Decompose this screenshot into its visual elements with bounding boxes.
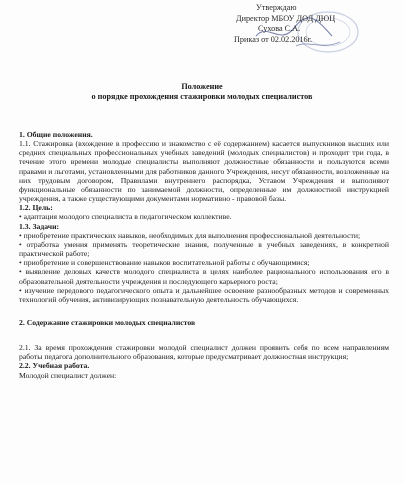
approval-order: Приказ от 02.02.2016г. — [234, 34, 313, 44]
section-2-heading: 2. Содержание стажировки молодых специалистов — [19, 317, 196, 327]
tasks-heading: 1.3. Задачи: — [19, 221, 60, 231]
document-body — [19, 130, 389, 380]
task-item: • изучение передового педагогического опыта и дальнейшее освоение разнообразных методов и современных технологий обучения, активизирующих познавательную деятельность обучающихся. — [19, 285, 389, 304]
paragraph-2-2-line: Молодой специалист должен: — [19, 370, 117, 380]
task-item: • приобретение практических навыков, необходимых для выполнения профессиональной деятельности; — [19, 230, 361, 240]
title-line-1: Положение — [181, 82, 223, 91]
subsection-2-2-heading: 2.2. Учебная работа. — [19, 361, 90, 371]
task-item: • отработка умения применять теоретические знания, полученные в учебных заведениях, в конкретной практической работе; — [19, 239, 389, 259]
title-line-2: о порядке прохождения стажировки молодых специалистов — [91, 92, 313, 101]
document-title — [0, 82, 404, 102]
approval-block — [222, 3, 400, 45]
section-1-heading: 1. Общие положения. — [19, 130, 93, 139]
approval-director: Директор МБОУ ДОД ДЮЦ — [236, 13, 336, 23]
goal-item: • адаптация молодого специалиста в педагогическом коллективе. — [19, 212, 232, 222]
goal-heading: 1.2. Цель: — [19, 203, 53, 213]
paragraph-2-1: 2.1. За время прохождения стажировки молодой специалист должен проявить себя по всем направлениям работы педагога дополнительного образования, которые предусматривает должностная инструкция; — [19, 343, 389, 362]
task-item: • выявление деловых качеств молодого специалиста в целях наиболее рационального использования его в образовательной деятельности учреждения и последующего карьерного роста; — [19, 267, 389, 286]
task-item: • приобретение и совершенствование навыков воспитательной работы с обучающимися; — [19, 258, 310, 268]
approval-signatory: Сухова С.А. — [258, 24, 301, 34]
paragraph-1-1: 1.1. Стажировка (вхождение в профессию и знакомство с её содержанием) касается выпускников высших или средних специальных профессиональных учебных заведений (молодых специалистов) и проходит три года, в течение этого времени молодые специалисты выполняют должностные обязанности и пользуются всеми правами и льготами, установленными для работников данного Учреждения, несут обязанности, возложенные на них трудовым договором, Правилами внутреннего распорядка, Уставом Учреждения и выполняют функциональные обязанности по занимаемой должности, определенные им должностной инструкцией учреждения, а также существующими документами нормативно - правовой базы. — [19, 139, 389, 204]
approval-label: Утверждаю — [256, 3, 297, 12]
